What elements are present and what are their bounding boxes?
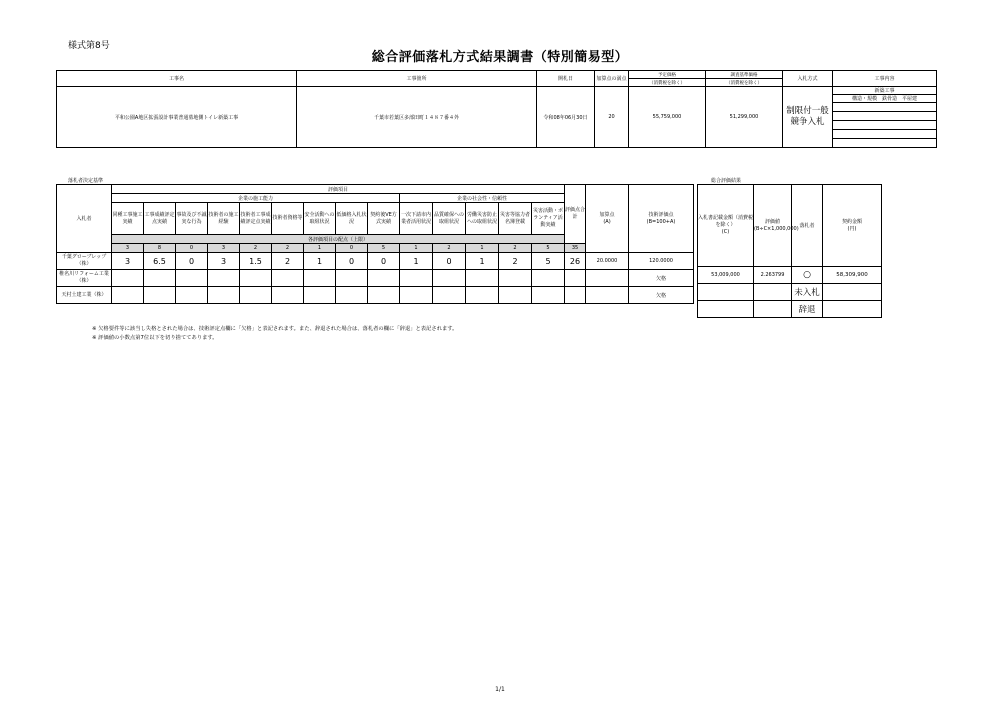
score-cell <box>336 287 368 304</box>
max-point-cell: 2 <box>499 244 532 253</box>
bid-amount-cell <box>698 301 754 318</box>
eval-item-header: 災害等協力者名簿登載 <box>499 203 532 235</box>
eval-item-header: 技術者の施工経験 <box>208 203 240 235</box>
score-cell <box>144 270 176 287</box>
max-point-cell: 0 <box>176 244 208 253</box>
eval-item-header: 品質確保への取組状況 <box>433 203 466 235</box>
total-score <box>565 270 586 287</box>
score-cell <box>499 270 532 287</box>
contract-cell <box>823 284 882 301</box>
winner-header: 落札者 <box>792 185 823 267</box>
eval-item-header: 技術者工事成績評定点実績 <box>240 203 272 235</box>
score-cell <box>112 287 144 304</box>
max-point-cell: 0 <box>336 244 368 253</box>
score-cell <box>368 287 400 304</box>
total-score <box>565 287 586 304</box>
work-content-line-6 <box>833 130 937 139</box>
page-title: 総合評価落札方式結果調書（特別簡易型） <box>371 50 629 65</box>
work-content-line-7 <box>833 139 937 148</box>
eval-item-header: 工事成績評定点実績 <box>144 203 176 235</box>
score-cell <box>208 270 240 287</box>
bonus-score <box>586 270 629 287</box>
score-cell: 0 <box>336 253 368 270</box>
eval-item-header: 労働災害防止への取組状況 <box>466 203 499 235</box>
bidder-header: 入札者 <box>57 185 112 253</box>
max-points-label: 各評価項目の配点（上限） <box>112 235 565 244</box>
contract-cell <box>823 301 882 318</box>
max-point-cell: 3 <box>208 244 240 253</box>
score-cell <box>144 287 176 304</box>
eval-item-header: 低価格入札状況 <box>336 203 368 235</box>
estimate-price-note: （消費税を除く） <box>629 79 706 87</box>
bonus-header: 加算点 (A) <box>586 185 629 253</box>
score-cell: 3 <box>112 253 144 270</box>
winner-cell: ○ <box>792 267 823 284</box>
max-point-cell: 35 <box>565 244 586 253</box>
note-1: ※ 欠格要件等に該当し失格とされた場合は、技術評定点欄に「欠格」と表記されます。また、辞退された場合は、落札者の欄に「辞退」と表記されます。 <box>92 326 458 332</box>
work-content-line-4 <box>833 112 937 121</box>
bonus-score <box>586 287 629 304</box>
max-point-cell: 2 <box>433 244 466 253</box>
score-cell: 2.263799 <box>754 267 792 284</box>
bid-amount-cell: 53,009,000 <box>698 267 754 284</box>
work-content-line-2: 構造・規模 鉄骨造 平屋建 <box>833 95 937 103</box>
work-summary-table <box>56 70 937 148</box>
bid-method-value: 制限付一般競争入札 <box>783 87 833 148</box>
score-cell <box>112 270 144 287</box>
min-price-header: 調査基準価格 <box>706 71 783 79</box>
result-row <box>698 301 882 318</box>
score-cell <box>208 287 240 304</box>
min-price-value: 51,299,000 <box>706 87 783 148</box>
max-point-cell: 3 <box>112 244 144 253</box>
score-cell <box>336 270 368 287</box>
score-cell <box>240 270 272 287</box>
eval-item-header: 災害活動・ボランティア活動実績 <box>532 203 565 235</box>
bidder-name: 千葉グローブレップ（株） <box>57 253 112 270</box>
eval-item-header: 安全活動への取組状況 <box>304 203 336 235</box>
note-2: ※ 評価値の小数点第7位以下を切り捨ててあります。 <box>92 335 218 341</box>
estimate-price-header: 予定価格 <box>629 71 706 79</box>
notes <box>92 325 457 343</box>
eval-items-header: 評価項目 <box>112 185 565 194</box>
score-cell: 0 <box>176 253 208 270</box>
score-cell: 0 <box>368 253 400 270</box>
result-row <box>698 267 882 284</box>
min-price-note: （消費税を除く） <box>706 79 783 87</box>
work-content-header: 工事内容 <box>833 71 937 87</box>
score-cell: 1.5 <box>240 253 272 270</box>
group-construction-ability: 企業の施工能力 <box>112 194 400 203</box>
max-point-cell: 5 <box>532 244 565 253</box>
score-cell <box>466 270 499 287</box>
tech-score: 欠格 <box>629 270 694 287</box>
score-cell <box>240 287 272 304</box>
max-point-cell: 1 <box>466 244 499 253</box>
score-cell <box>433 270 466 287</box>
score-cell <box>466 287 499 304</box>
work-name-value: 平和公園A地区拡張設計事業普通墓地側トイレ新築工事 <box>57 87 297 148</box>
score-cell <box>532 287 565 304</box>
score-cell <box>499 287 532 304</box>
winner-cell: 未入札 <box>792 284 823 301</box>
open-date-header: 開札日 <box>537 71 595 87</box>
score-header: 評価値 (B÷C×1,000,000) <box>754 185 792 267</box>
selection-criteria-label: 落札者決定基準 <box>68 178 104 184</box>
score-cell <box>176 270 208 287</box>
tech-score-header: 技術評価点 (B=100+A) <box>629 185 694 253</box>
score-cell: 1 <box>466 253 499 270</box>
score-cell: 6.5 <box>144 253 176 270</box>
page-number: 1/1 <box>495 686 505 693</box>
max-point-cell: 8 <box>144 244 176 253</box>
bidder-name: 天村土建工業（株） <box>57 287 112 304</box>
score-cell: 1 <box>304 253 336 270</box>
score-cell <box>272 270 304 287</box>
eval-item-header: 同種工事施工実績 <box>112 203 144 235</box>
winner-cell: 辞退 <box>792 301 823 318</box>
score-cell <box>176 287 208 304</box>
score-cell <box>433 287 466 304</box>
score-cell: 0 <box>433 253 466 270</box>
total-score: 26 <box>565 253 586 270</box>
score-cell: 1 <box>400 253 433 270</box>
overall-result-label: 総合評価結果 <box>711 178 742 184</box>
work-content-line-1: 新築工事 <box>833 87 937 95</box>
max-point-cell: 5 <box>368 244 400 253</box>
score-cell <box>304 287 336 304</box>
max-point-cell: 2 <box>240 244 272 253</box>
eval-item-header: 契約後VE方式実績 <box>368 203 400 235</box>
work-location-value: 千葉市若葉区多部田町１４８７番４外 <box>297 87 537 148</box>
bid-amount-cell <box>698 284 754 301</box>
score-cell: 5 <box>532 253 565 270</box>
eval-item-header: 事故及び不誠実な行為 <box>176 203 208 235</box>
tech-score: 欠格 <box>629 287 694 304</box>
group-social-reliability: 企業の社会性・信頼性 <box>400 194 565 203</box>
bidder-row <box>57 253 694 270</box>
eval-item-header: 一次下請市内業者活用状況 <box>400 203 433 235</box>
score-cell <box>400 287 433 304</box>
score-cell <box>754 284 792 301</box>
total-score-header: 評価点合計 <box>565 185 586 244</box>
bid-amount-header: 入札書記載金額（消費税を除く） (C) <box>698 185 754 267</box>
evaluation-table <box>56 184 694 304</box>
work-content-line-3 <box>833 103 937 112</box>
bonus-points-header: 加算点の満点 <box>595 71 629 87</box>
contract-cell: 58,309,900 <box>823 267 882 284</box>
tech-score: 120.0000 <box>629 253 694 270</box>
form-number: 様式第8号 <box>68 41 110 51</box>
bonus-points-value: 20 <box>595 87 629 148</box>
bidder-row <box>57 270 694 287</box>
estimate-price-value: 55,759,000 <box>629 87 706 148</box>
score-cell <box>304 270 336 287</box>
open-date-value: 令和08年06月30日 <box>537 87 595 148</box>
bidder-row <box>57 287 694 304</box>
score-cell <box>400 270 433 287</box>
score-cell <box>754 301 792 318</box>
max-point-cell: 1 <box>400 244 433 253</box>
work-location-header: 工事箇所 <box>297 71 537 87</box>
max-point-cell: 1 <box>304 244 336 253</box>
bid-method-header: 入札方式 <box>783 71 833 87</box>
work-content-line-5 <box>833 121 937 130</box>
score-cell <box>532 270 565 287</box>
score-cell: 3 <box>208 253 240 270</box>
bonus-score: 20.0000 <box>586 253 629 270</box>
max-point-cell: 2 <box>272 244 304 253</box>
score-cell <box>272 287 304 304</box>
score-cell: 2 <box>499 253 532 270</box>
contract-amount-header: 契約金額 (円) <box>823 185 882 267</box>
bidder-name: 椎名川リフォーム工業（株） <box>57 270 112 287</box>
result-table <box>697 184 882 318</box>
score-cell <box>368 270 400 287</box>
work-name-header: 工事名 <box>57 71 297 87</box>
eval-item-header: 技術者資格等 <box>272 203 304 235</box>
result-row <box>698 284 882 301</box>
score-cell: 2 <box>272 253 304 270</box>
